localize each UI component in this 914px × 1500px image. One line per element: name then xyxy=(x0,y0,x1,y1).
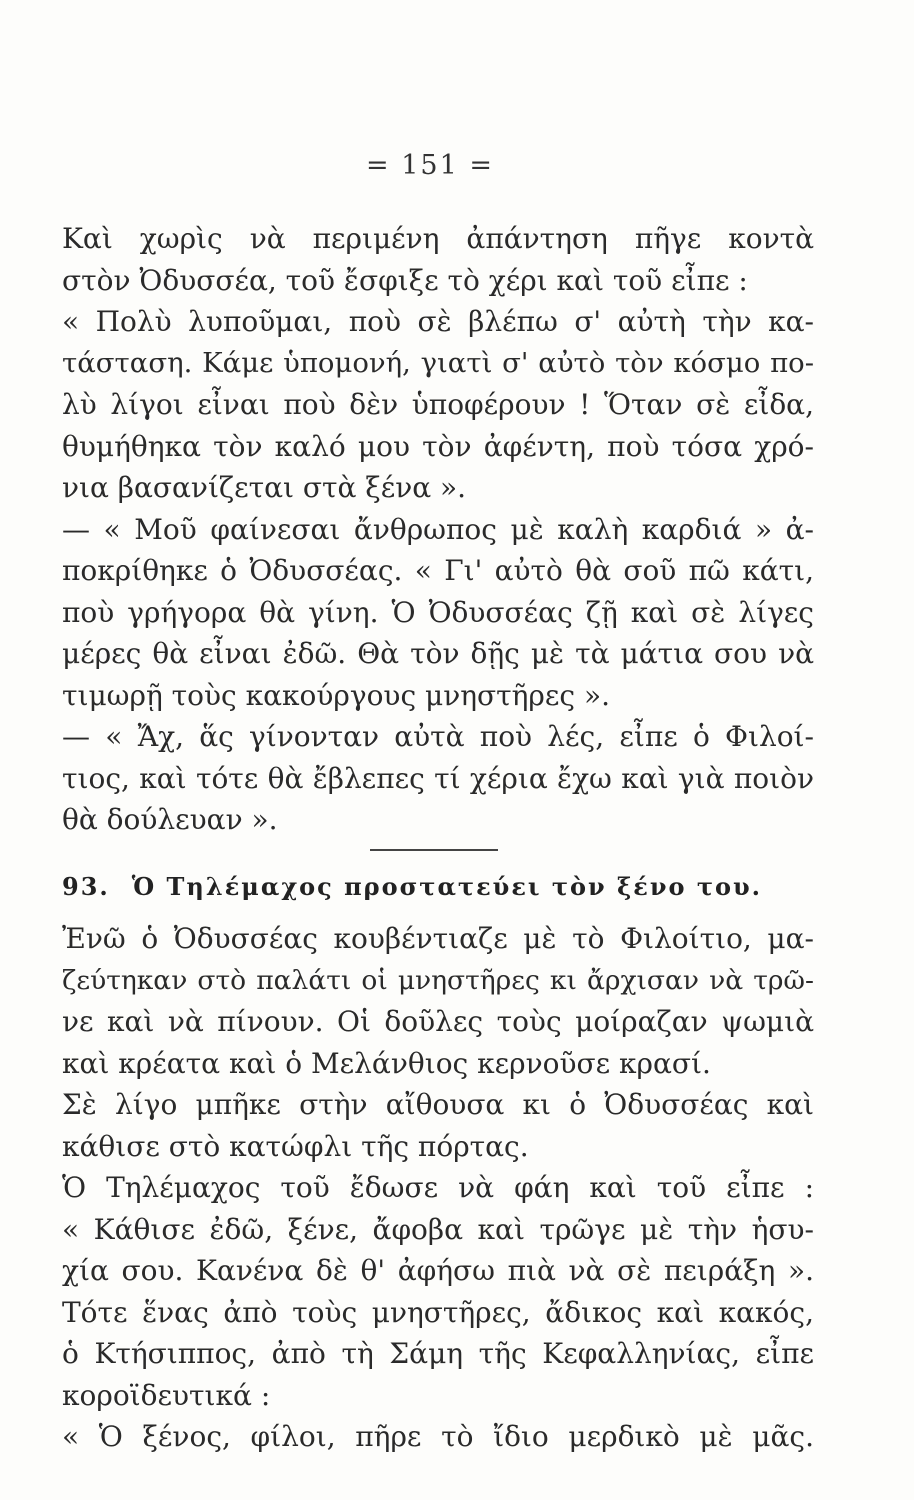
text-line: Ἐνῶ ὁ Ὀδυσσέας κουβέντιαζε μὲ τὸ Φιλοίτιο, μα- xyxy=(62,922,814,955)
text-line: λὺ λίγοι εἶναι ποὺ δὲν ὑποφέρουν ! Ὅταν σὲ εἶδα, xyxy=(62,388,814,421)
text-line: θυμήθηκα τὸν καλό μου τὸν ἀφέντη, ποὺ τόσα χρό- xyxy=(62,429,814,463)
text-line: ζεύτηκαν στὸ παλάτι οἱ μνηστῆρες κι ἄρχισαν νὰ τρῶ- xyxy=(62,964,814,996)
section-heading xyxy=(62,872,814,901)
text-line: νε καὶ νὰ πίνουν. Οἱ δοῦλες τοὺς μοίραζαν ψωμιὰ xyxy=(62,1005,814,1038)
text-line: ποὺ γρήγορα θὰ γίνη. Ὁ Ὀδυσσέας ζῇ καὶ σὲ λίγες xyxy=(62,595,814,629)
text-line: κάθισε στὸ κατώφλι τῆς πόρτας. xyxy=(62,1129,529,1163)
text-line: κοροϊδευτικά : xyxy=(62,1378,271,1412)
section-1-text xyxy=(62,218,814,841)
text-line: « Ὁ ξένος, φίλοι, πῆρε τὸ ἴδιο μερδικὸ μὲ μᾶς. xyxy=(62,1420,814,1453)
text-line: τιμωρῇ τοὺς κακούργους μνηστῆρες ». xyxy=(62,678,610,712)
text-line: στὸν Ὀδυσσέα, τοῦ ἔσφιξε τὸ χέρι καὶ τοῦ εἶπε : xyxy=(62,263,748,297)
text-line: Τότε ἕνας ἀπὸ τοὺς μνηστῆρες, ἄδικος καὶ κακός, xyxy=(62,1295,814,1329)
text-line: καὶ κρέατα καὶ ὁ Μελάνθιος κερνοῦσε κρασί. xyxy=(62,1046,711,1080)
section-2-text xyxy=(62,918,814,1458)
text-line: Ὁ Τηλέμαχος τοῦ ἔδωσε νὰ φάη καὶ τοῦ εἶπε : xyxy=(62,1171,814,1204)
text-line: νια βασανίζεται στὰ ξένα ». xyxy=(62,471,467,504)
text-line: θὰ δούλευαν ». xyxy=(62,803,278,836)
text-line: Σὲ λίγο μπῆκε στὴν αἴθουσα κι ὁ Ὀδυσσέας καὶ xyxy=(62,1088,814,1121)
text-line: — « Μοῦ φαίνεσαι ἄνθρωπος μὲ καλὴ καρδιά » ἀ- xyxy=(62,512,814,546)
section-divider xyxy=(370,849,498,851)
text-line: χία σου. Κανένα δὲ θ' ἀφήσω πιὰ νὰ σὲ πειράξη ». xyxy=(62,1254,814,1287)
text-line: — « Ἄχ, ἅς γίνονταν αὐτὰ ποὺ λές, εἶπε ὁ Φιλοί- xyxy=(62,720,814,753)
text-line: τιος, καὶ τότε θὰ ἔβλεπες τί χέρια ἔχω καὶ γιὰ ποιὸν xyxy=(62,761,814,795)
text-line: ποκρίθηκε ὁ Ὀδυσσέας. « Γι' αὐτὸ θὰ σοῦ πῶ κάτι, xyxy=(62,554,814,587)
text-line: τάσταση. Κάμε ὑπομονή, γιατὶ σ' αὐτὸ τὸν κόσμο πο- xyxy=(62,346,814,379)
text-line: « Κάθισε ἐδῶ, ξένε, ἄφοβα καὶ τρῶγε μὲ τὴν ἡσυ- xyxy=(62,1212,814,1246)
text-line: ὁ Κτήσιππος, ἀπὸ τὴ Σάμη τῆς Κεφαλληνίας, εἶπε xyxy=(62,1337,814,1370)
section-title: Ὁ Τηλέμαχος προστατεύει τὸν ξένο του. xyxy=(131,872,763,901)
text-line: « Πολὺ λυποῦμαι, ποὺ σὲ βλέπω σ' αὐτὴ τὴν κα- xyxy=(62,305,814,338)
page-number: = 151 = xyxy=(366,150,494,181)
text-line: μέρες θὰ εἶναι ἐδῶ. Θὰ τὸν δῇς μὲ τὰ μάτια σου νὰ xyxy=(62,637,814,670)
text-line: Καὶ χωρὶς νὰ περιμένη ἀπάντηση πῆγε κοντὰ xyxy=(62,222,814,255)
section-number: 93. xyxy=(62,872,110,901)
